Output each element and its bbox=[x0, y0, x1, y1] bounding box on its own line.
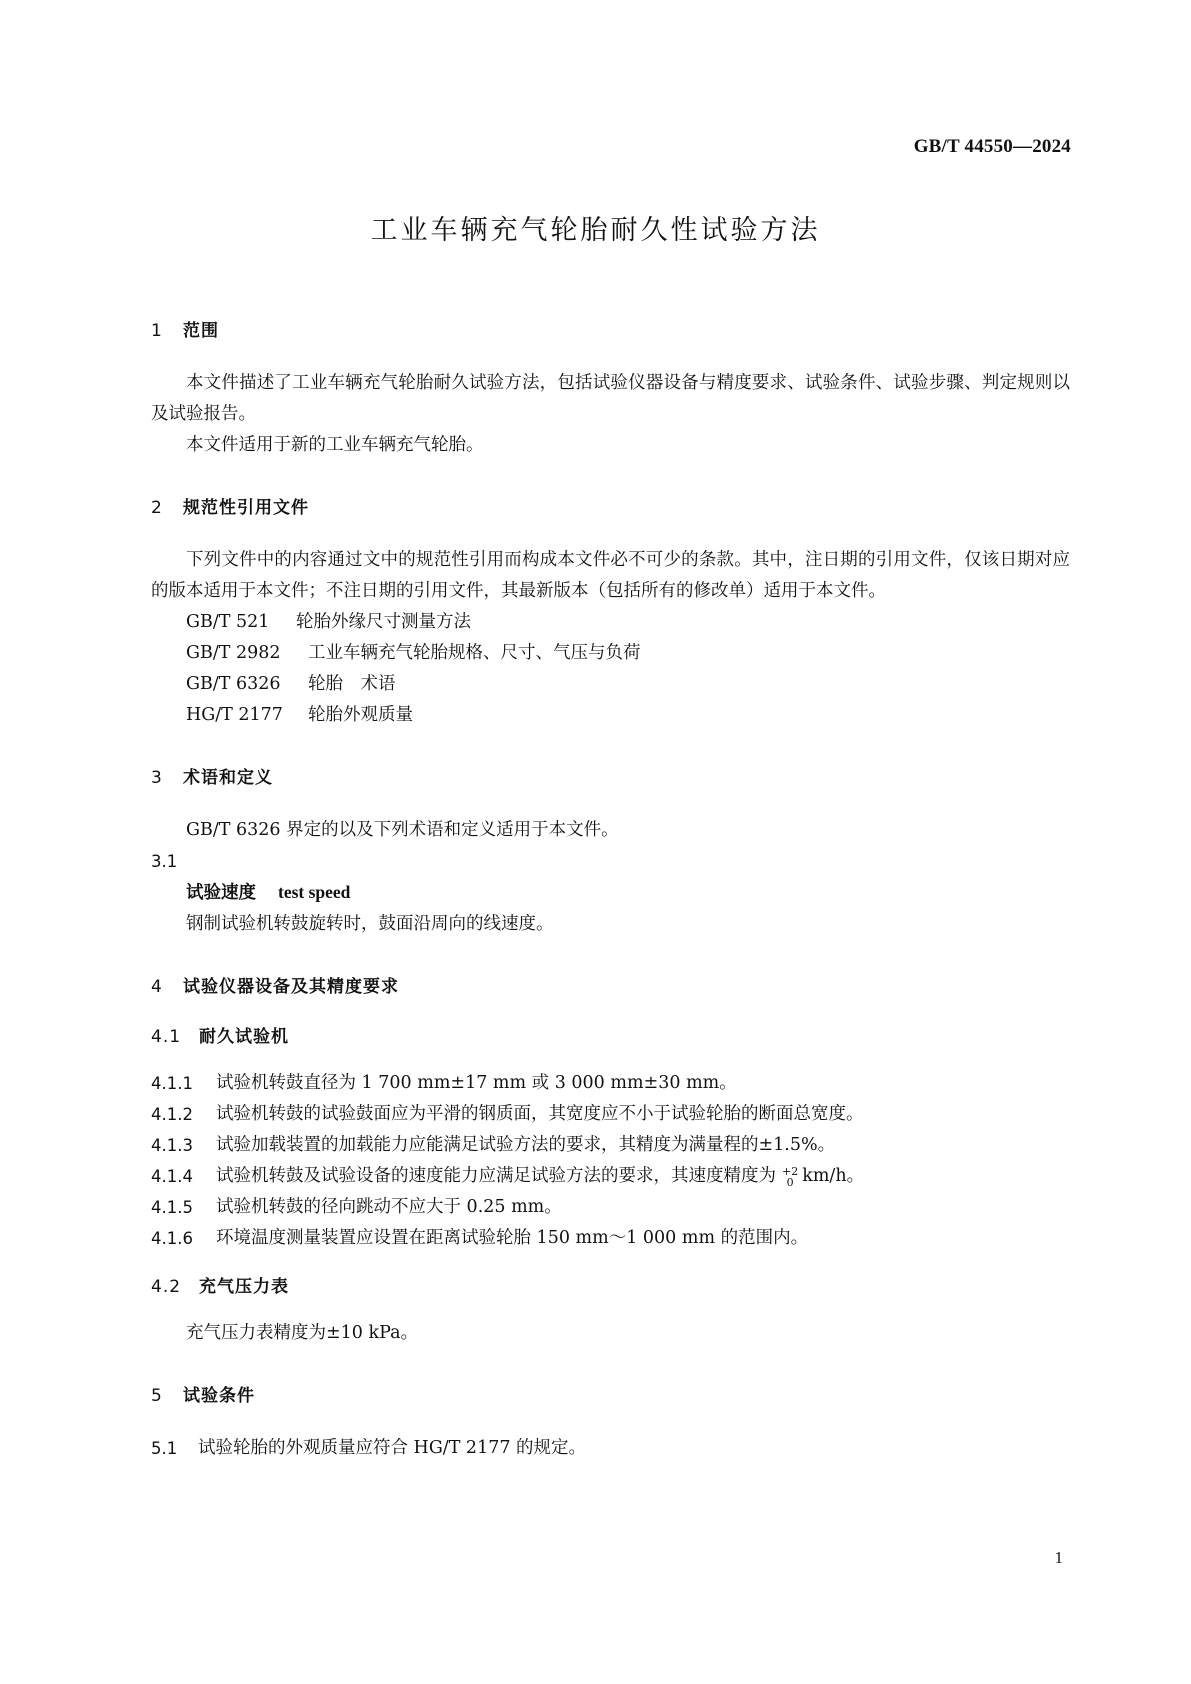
page-number: 1 bbox=[1054, 1548, 1063, 1567]
clause-number: 4.1.4 bbox=[151, 1167, 193, 1186]
clause-4-1-5 bbox=[151, 1192, 1070, 1223]
reference-code: HG/T 2177 bbox=[186, 705, 283, 725]
subsection-heading-4-2 bbox=[151, 1274, 1070, 1300]
clause-4-1-3 bbox=[151, 1130, 1070, 1161]
term-entry bbox=[151, 877, 1070, 909]
subsection-title: 充气压力表 bbox=[199, 1277, 289, 1297]
term-definition: 钢制试验机转鼓旋转时，鼓面沿周向的线速度。 bbox=[186, 914, 554, 934]
reference-title: 工业车辆充气轮胎规格、尺寸、气压与负荷 bbox=[308, 643, 641, 663]
clause-number: 4.1.2 bbox=[151, 1105, 193, 1124]
section-heading-2 bbox=[151, 495, 1070, 521]
clause-number: 4.1.3 bbox=[151, 1136, 193, 1155]
clause-4-1-2 bbox=[151, 1099, 1070, 1130]
tolerance-lower: 0 bbox=[786, 1175, 794, 1189]
section-heading-3 bbox=[151, 765, 1070, 791]
normative-reference bbox=[151, 607, 1070, 638]
clause-text-before: 试验机转鼓及试验设备的速度能力应满足试验方法的要求，其速度精度为 bbox=[216, 1166, 776, 1186]
clause-text: 试验轮胎的外观质量应符合 HG/T 2177 的规定。 bbox=[198, 1438, 587, 1458]
section-title: 术语和定义 bbox=[183, 768, 273, 788]
clause-number: 4.1.1 bbox=[151, 1074, 193, 1093]
clause-4-1-6 bbox=[151, 1223, 1070, 1254]
reference-code: GB/T 521 bbox=[186, 612, 270, 632]
subsection-heading-4-1 bbox=[151, 1024, 1070, 1050]
reference-title: 轮胎 术语 bbox=[308, 674, 396, 694]
document-title: 工业车辆充气轮胎耐久性试验方法 bbox=[370, 215, 821, 246]
normative-reference bbox=[151, 638, 1070, 669]
clause-text: 试验机转鼓直径为 1 700 mm±17 mm 或 3 000 mm±30 mm。 bbox=[216, 1073, 737, 1093]
speed-tolerance bbox=[782, 1166, 798, 1188]
normative-reference bbox=[151, 700, 1070, 731]
clause-4-1-1 bbox=[151, 1068, 1070, 1099]
reference-code: GB/T 2982 bbox=[186, 643, 281, 663]
clause-4-1-4 bbox=[151, 1161, 1070, 1192]
section-heading-4 bbox=[151, 974, 1070, 1000]
paragraph: 本文件描述了工业车辆充气轮胎耐久试验方法，包括试验仪器设备与精度要求、试验条件、试验步骤、判定规则以及试验报告。 bbox=[151, 373, 1070, 424]
section-heading-1 bbox=[151, 318, 1070, 344]
section-title: 试验条件 bbox=[183, 1386, 255, 1406]
section-heading-5 bbox=[151, 1383, 1070, 1409]
clause-text: 试验机转鼓的试验鼓面应为平滑的钢质面，其宽度应不小于试验轮胎的断面总宽度。 bbox=[216, 1104, 864, 1124]
clause-text: 试验加载装置的加载能力应能满足试验方法的要求，其精度为满量程的±1.5%。 bbox=[216, 1135, 836, 1155]
document-body bbox=[151, 318, 1070, 1464]
term-name: 试验速度 bbox=[186, 883, 256, 903]
clause-number: 5.1 bbox=[151, 1439, 178, 1458]
paragraph: GB/T 6326 界定的以及下列术语和定义适用于本文件。 bbox=[186, 820, 619, 840]
paragraph: 充气压力表精度为±10 kPa。 bbox=[186, 1323, 419, 1343]
section-number: 3 bbox=[151, 768, 163, 788]
clause-text bbox=[216, 1161, 864, 1192]
section-title: 规范性引用文件 bbox=[183, 498, 309, 518]
clause-text: 环境温度测量装置应设置在距离试验轮胎 150 mm～1 000 mm 的范围内。 bbox=[216, 1228, 809, 1248]
term-english: test speed bbox=[278, 882, 351, 902]
section-number: 2 bbox=[151, 498, 163, 518]
clause-number: 4.1.6 bbox=[151, 1229, 193, 1248]
paragraph: 下列文件中的内容通过文中的规范性引用而构成本文件必不可少的条款。其中，注日期的引用文件，仅该日期对应的版本适用于本文件；不注日期的引用文件，其最新版本（包括所有的修改单）适用于本文件。 bbox=[151, 550, 1070, 601]
normative-reference bbox=[151, 669, 1070, 700]
clause-number: 4.1.5 bbox=[151, 1198, 193, 1217]
reference-title: 轮胎外观质量 bbox=[308, 705, 413, 725]
reference-title: 轮胎外缘尺寸测量方法 bbox=[296, 612, 471, 632]
paragraph: 本文件适用于新的工业车辆充气轮胎。 bbox=[186, 435, 484, 455]
subsection-number: 4.1 bbox=[151, 1027, 182, 1047]
section-number: 4 bbox=[151, 977, 163, 997]
reference-code: GB/T 6326 bbox=[186, 674, 281, 694]
tolerance-upper: +2 bbox=[782, 1164, 799, 1178]
clause-text: 试验机转鼓的径向跳动不应大于 0.25 mm。 bbox=[216, 1197, 562, 1217]
section-title: 试验仪器设备及其精度要求 bbox=[183, 977, 399, 997]
section-number: 1 bbox=[151, 321, 163, 341]
subsection-title: 耐久试验机 bbox=[199, 1027, 289, 1047]
term-number: 3.1 bbox=[151, 852, 178, 871]
clause-5-1 bbox=[151, 1433, 1070, 1464]
subsection-number: 4.2 bbox=[151, 1277, 182, 1297]
standard-code: GB/T 44550—2024 bbox=[913, 136, 1071, 157]
section-title: 范围 bbox=[183, 321, 219, 341]
clause-text-after: km/h。 bbox=[802, 1166, 865, 1186]
section-number: 5 bbox=[151, 1386, 163, 1406]
